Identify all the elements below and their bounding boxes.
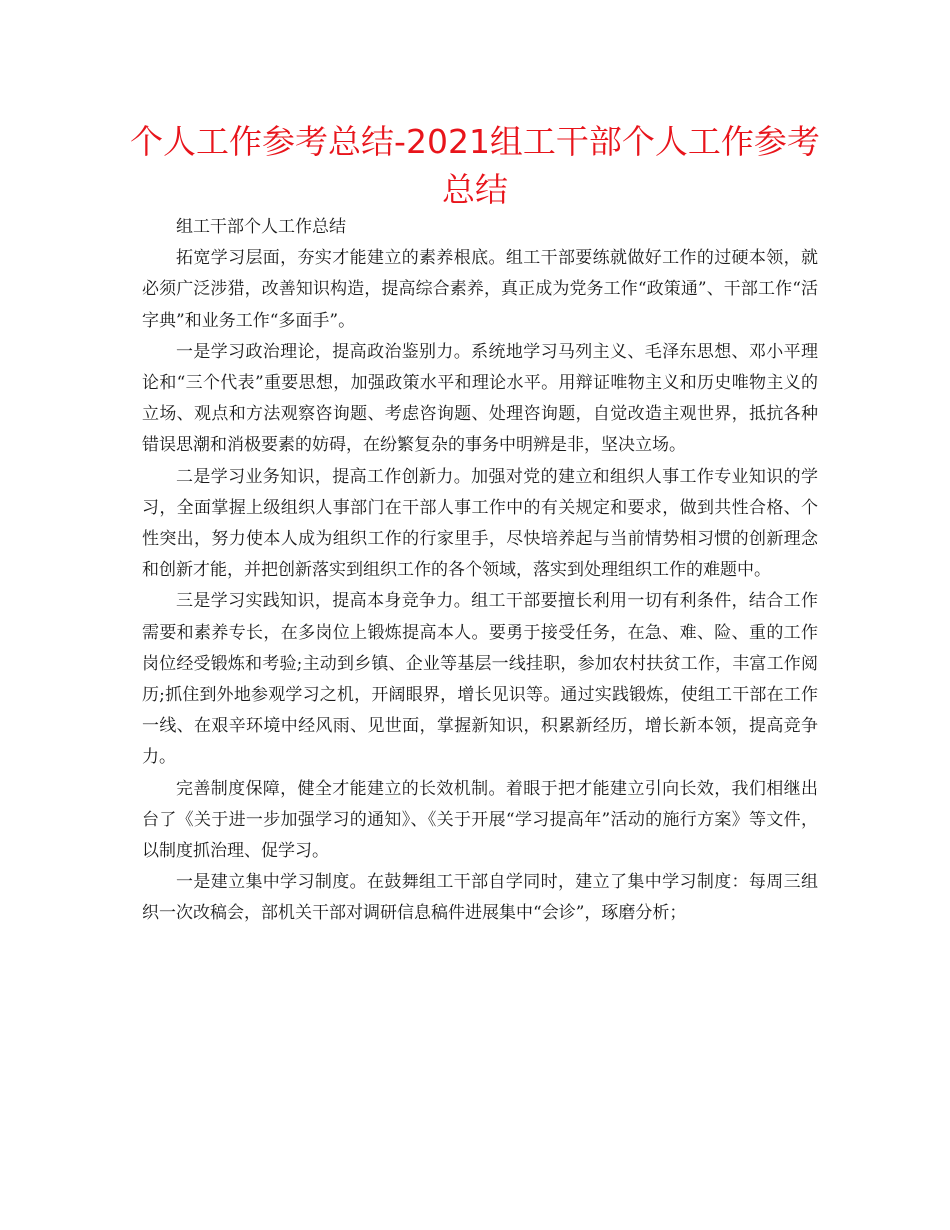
paragraph: 一是学习政治理论，提高政治鉴别力。系统地学习马列主义、毛泽东思想、邓小平理论和“三个代表”重要思想，加强政策水平和理论水平。用辩证唯物主义和历史唯物主义的立场、观点和方法观察咨询题、考虑咨询题、处理咨询题，自觉改造主观世界，抵抗各种错误思潮和消极要素的妨碍，在纷繁复杂的事务中明辨是非，坚决立场。	[142, 341, 818, 456]
paragraph: 二是学习业务知识，提高工作创新力。加强对党的建立和组织人事工作专业知识的学习，全面掌握上级组织人事部门在干部人事工作中的有关规定和要求，做到共性合格、个性突出，努力使本人成为组织工作的行家里手，尽快培养起与当前情势相习惯的创新理念和创新才能，并把创新落实到组织工作的各个领域，落实到处理组织工作的难题中。	[142, 466, 818, 581]
paragraph-subtitle: 组工干部个人工作总结	[176, 217, 346, 237]
paragraph: 三是学习实践知识，提高本身竞争力。组工干部要擅长利用一切有利条件，结合工作需要和素养专长，在多岗位上锻炼提高本人。要勇于接受任务，在急、难、险、重的工作岗位经受锻炼和考验;主动到乡镇、企业等基层一线挂职，参加农村扶贫工作，丰富工作阅历;抓住到外地参观学习之机，开阔眼界，增长见识等。通过实践锻炼，使组工干部在工作一线、在艰辛环境中经风雨、见世面，掌握新知识，积累新经历，增长新本领，提高竞争力。	[142, 591, 818, 768]
document-body	[142, 212, 818, 930]
document-title: 个人工作参考总结-2021组工干部个人工作参考总结	[130, 122, 820, 209]
paragraph: 一是建立集中学习制度。在鼓舞组工干部自学同时，建立了集中学习制度：每周三组织一次改稿会，部机关干部对调研信息稿件进展集中“会诊”，琢磨分析；	[142, 872, 818, 924]
paragraph: 完善制度保障，健全才能建立的长效机制。着眼于把才能建立引向长效，我们相继出台了《关于进一步加强学习的通知》、《关于开展“学习提高年”活动的施行方案》等文件，以制度抓治理、促学习。	[142, 778, 818, 862]
paragraph: 拓宽学习层面，夯实才能建立的素养根底。组工干部要练就做好工作的过硬本领，就必须广泛涉猎，改善知识构造，提高综合素养，真正成为党务工作“政策通”、干部工作“活字典”和业务工作“多面手”。	[142, 248, 818, 331]
